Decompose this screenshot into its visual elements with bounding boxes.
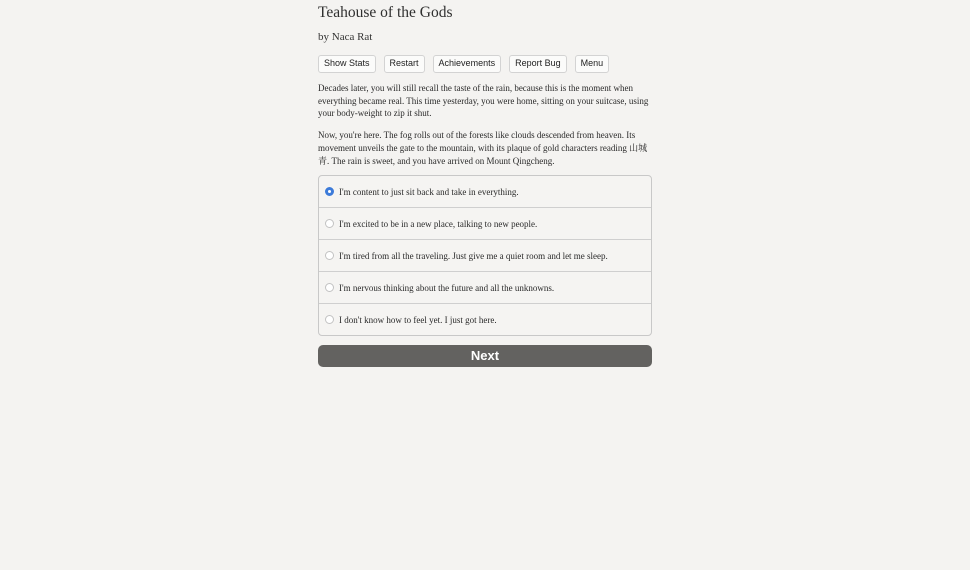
next-button[interactable]: Next (318, 345, 652, 367)
menu-button[interactable]: Menu (575, 55, 610, 73)
choice-option-2[interactable] (319, 207, 651, 239)
story-paragraph-2: Now, you're here. The fog rolls out of the forests like clouds descended from heaven. Its movement unveils the gate to the mountain, with its plaque of gold characters reading 山城青. The rain is sweet, and you have arrived on Mount Qingcheng. (318, 130, 648, 166)
toolbar (318, 55, 652, 73)
radio-button-3[interactable] (325, 251, 334, 260)
restart-button[interactable]: Restart (384, 55, 425, 73)
choice-option-1[interactable] (319, 176, 651, 207)
show-stats-button[interactable]: Show Stats (318, 55, 376, 73)
game-container (318, 0, 652, 367)
story-paragraph-1: Decades later, you will still recall the taste of the rain, because this is the moment when everything became real. This time yesterday, you were home, sitting on your suitcase, using your body-weight to zip it shut. (318, 83, 649, 119)
choice-label-2: I'm excited to be in a new place, talking to new people. (339, 218, 538, 229)
choice-option-3[interactable] (319, 239, 651, 271)
achievements-button[interactable]: Achievements (433, 55, 502, 73)
radio-button-1[interactable] (325, 187, 334, 196)
radio-button-5[interactable] (325, 315, 334, 324)
radio-button-4[interactable] (325, 283, 334, 292)
choice-label-1: I'm content to just sit back and take in everything. (339, 186, 519, 197)
game-title: Teahouse of the Gods (318, 4, 453, 21)
choice-label-4: I'm nervous thinking about the future and all the unknowns. (339, 282, 555, 293)
story-text (318, 82, 652, 167)
choice-label-3: I'm tired from all the traveling. Just give me a quiet room and let me sleep. (339, 250, 608, 261)
radio-button-2[interactable] (325, 219, 334, 228)
choice-label-5: I don't know how to feel yet. I just got here. (339, 314, 497, 325)
choice-option-4[interactable] (319, 271, 651, 303)
choice-list (318, 175, 652, 336)
report-bug-button[interactable]: Report Bug (509, 55, 567, 73)
game-author: by Naca Rat (318, 31, 373, 43)
choice-option-5[interactable] (319, 303, 651, 335)
